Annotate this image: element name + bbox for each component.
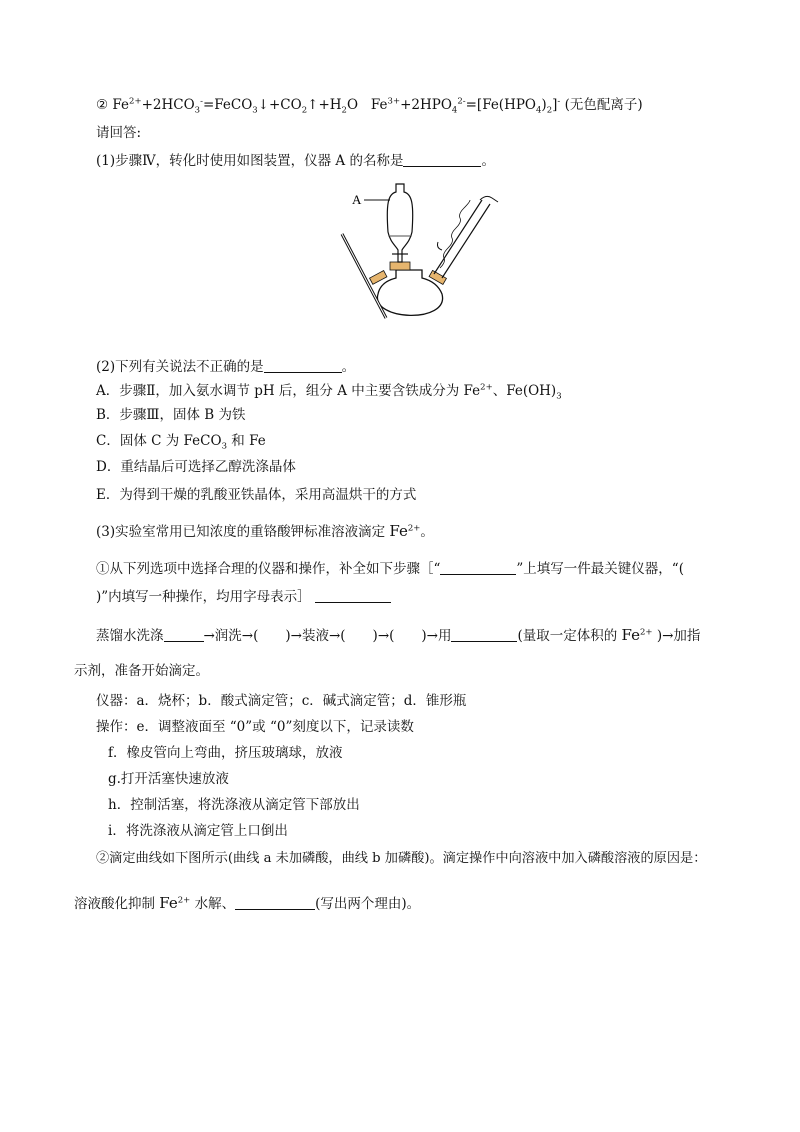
question-3: (3)实验室常用已知浓度的重铬酸钾标准溶液滴定 $Fe^{2+}$。 — [96, 522, 434, 540]
answer-blank[interactable] — [315, 589, 391, 603]
stopper-icon — [370, 271, 387, 285]
operation-i: i．将洗涤液从滴定管上口倒出 — [108, 823, 288, 839]
answer-blank[interactable] — [451, 628, 517, 642]
operation-h: h．控制活塞，将洗涤液从滴定管下部放出 — [108, 797, 360, 813]
option-b: B．步骤Ⅲ，固体 B 为铁 — [96, 407, 246, 423]
answer-blank[interactable] — [403, 153, 481, 167]
condenser-icon — [434, 200, 490, 278]
answer-blank[interactable] — [264, 359, 342, 373]
apparatus-figure — [330, 176, 506, 336]
option-d: D．重结晶后可选择乙醇洗涤晶体 — [96, 459, 296, 475]
equation-line: ② $Fe^{2+}+2HCO_3^-=FeCO_3↓+CO_2↑+H_2O$ $Fe^{3+}+2HPO_4^{2-}=[Fe(HPO_4)_2]^-$ (无色配离子) — [96, 96, 643, 116]
steps-line: 蒸馏水洗涤 →润洗→( )→装液→( )→( )→用 (量取一定体积的 $Fe^{2+}$ )→加指 — [96, 626, 701, 644]
operation-e: 操作：e．调整液面至 “0”或 “0”刻度以下，记录读数 — [96, 719, 414, 735]
option-a: A．步骤Ⅱ，加入氨水调节 pH 后，组分 A 中主要含铁成分为 $Fe^{2+}$、$Fe(OH)_3$ — [96, 382, 562, 402]
instruments: 仪器：a．烧杯；b．酸式滴定管；c．碱式滴定管；d．锥形瓶 — [96, 693, 467, 709]
stopper-icon — [390, 262, 410, 270]
question-3-part1: ①从下列选项中选择合理的仪器和操作，补全如下步骤［“ ”上填写一件最关键仪器，“( — [96, 561, 684, 577]
question-3-part1-cont: )”内填写一种操作，均用字母表示］ — [96, 588, 391, 606]
answer-prompt: 请回答: — [96, 125, 142, 141]
answer-blank[interactable] — [235, 896, 315, 910]
operation-g: g.打开活塞快速放液 — [108, 771, 229, 787]
label-a: A — [352, 192, 362, 207]
steps-line-cont: 示剂，准备开始滴定。 — [74, 663, 209, 679]
question-2: (2)下列有关说法不正确的是 。 — [96, 359, 356, 375]
question-3-part2: ②滴定曲线如下图所示(曲线 a 未加磷酸，曲线 b 加磷酸)。滴定操作中向溶液中加入磷酸溶液的原因是： — [96, 851, 707, 866]
answer-blank[interactable] — [164, 628, 204, 642]
operation-f: f．橡皮管向上弯曲，挤压玻璃球，放液 — [108, 745, 343, 761]
question-1: (1)步骤Ⅳ，转化时使用如图装置，仪器 A 的名称是 。 — [96, 153, 495, 169]
question-3-part2-cont: 溶液酸化抑制 $Fe^{2+}$ 水解、 (写出两个理由)。 — [74, 894, 421, 912]
dropping-funnel-icon — [387, 184, 412, 262]
option-e: E．为得到干燥的乳酸亚铁晶体，采用高温烘干的方式 — [96, 487, 417, 503]
option-c: C．固体 C 为 FeCO$_3$ 和 Fe — [96, 433, 266, 452]
